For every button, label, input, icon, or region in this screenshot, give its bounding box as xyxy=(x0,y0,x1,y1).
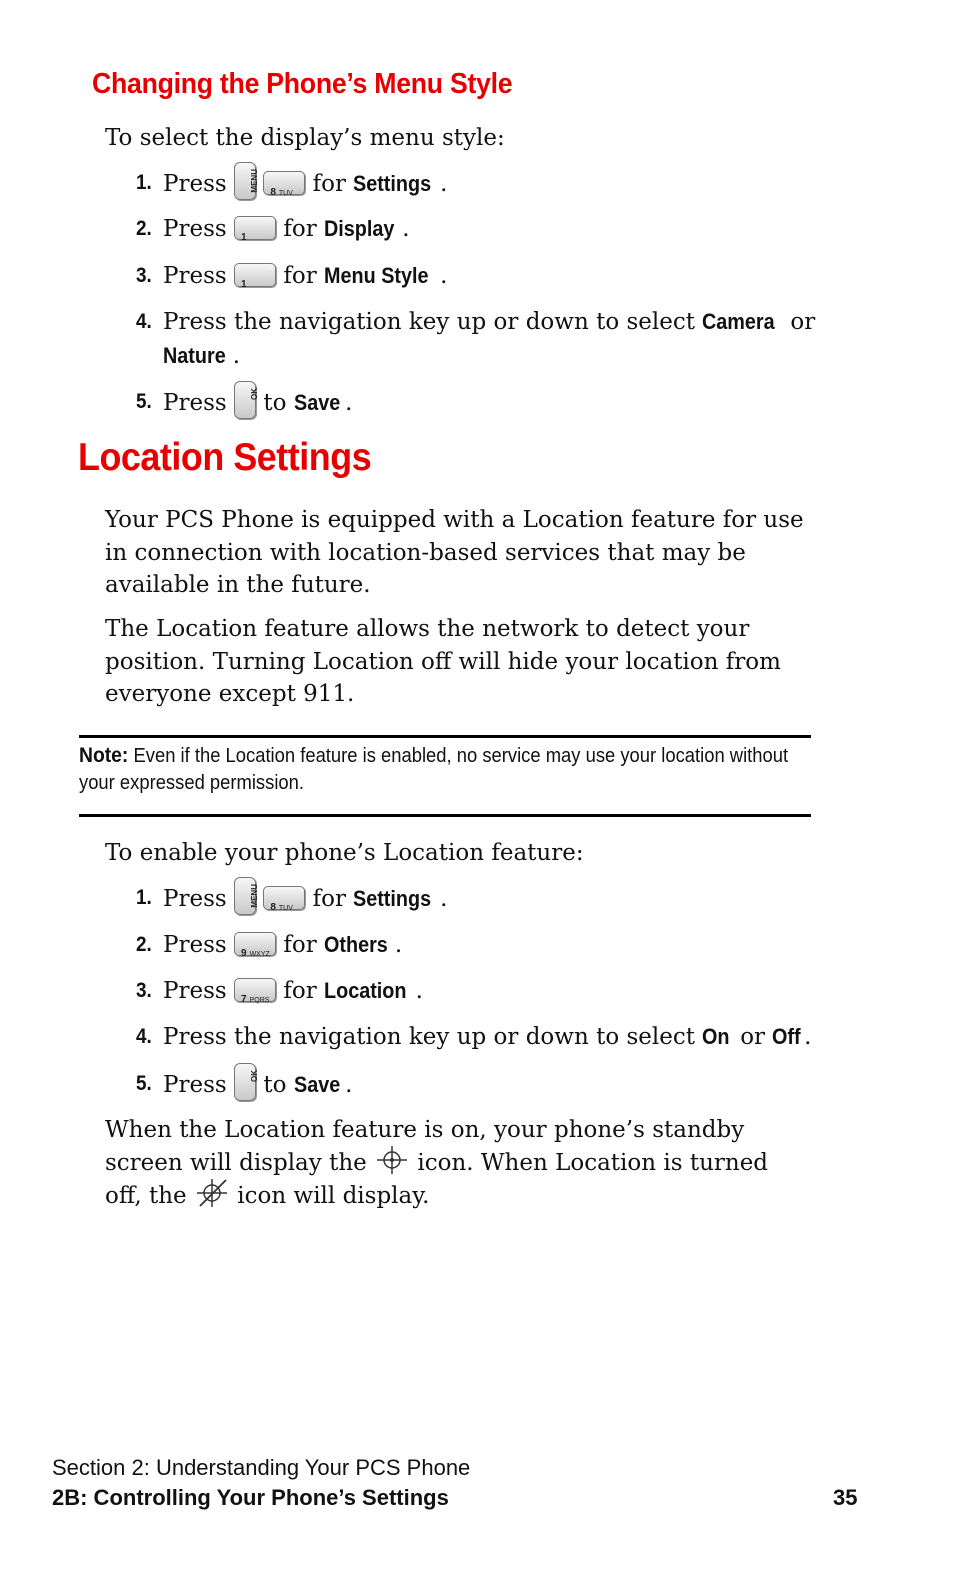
location-step-2: 2. Press 9 WXYZ for Others . xyxy=(136,932,403,959)
ok-key-icon: OK xyxy=(234,381,256,419)
location-step-5: 5. Press OK to Save . xyxy=(136,1067,816,1105)
location-step-1: 1. Press MENU 8 TUV for Settings . xyxy=(136,881,816,919)
location-closing-paragraph: When the Location feature is on, your phone’s standby screen will display the icon. When Location is turned off, the icon will display. xyxy=(105,1117,769,1209)
menu-style-step-3: 3. Press 1 for Menu Style . xyxy=(136,263,448,290)
key-1-icon: 1 xyxy=(234,216,276,240)
location-para-1: Your PCS Phone is equipped with a Location feature for use in connection with location-based services that may be available in the future. xyxy=(105,507,804,598)
key-9-wxyz-icon: 9 WXYZ xyxy=(234,932,276,956)
note-bottom-rule xyxy=(79,814,811,817)
location-para-2: The Location feature allows the network to detect your position. Turning Location off will hide your location from everyone except 911. xyxy=(105,616,781,707)
menu-style-step-1: 1. Press MENU 8 TUV for Settings . xyxy=(136,166,816,204)
section-heading-menu-style: Changing the Phone’s Menu Style xyxy=(92,68,513,100)
page-number: 35 xyxy=(833,1485,858,1510)
key-1-icon: 1 xyxy=(234,263,276,287)
menu-style-step-5: 5. Press OK to Save . xyxy=(136,385,816,423)
location-step-3: 3. Press 7 PQRS for Location . xyxy=(136,978,423,1005)
menu-style-step-4: 4. Press the navigation key up or down to select Camera or Nature . xyxy=(136,309,816,369)
ok-key-icon: OK xyxy=(234,1063,256,1101)
menu-key-icon: MENU xyxy=(234,877,256,915)
key-8-tuv-icon: 8 TUV xyxy=(263,886,305,910)
footer-chapter-title: 2B: Controlling Your Phone’s Settings xyxy=(52,1485,449,1510)
note-box xyxy=(79,742,806,797)
location-off-icon xyxy=(194,1177,230,1209)
location-intro: To enable your phone’s Location feature: xyxy=(105,840,584,866)
key-8-tuv-icon: 8 TUV xyxy=(263,171,305,195)
location-step-4: 4. Press the navigation key up or down to select On or Off . xyxy=(136,1024,812,1050)
note-text: Even if the Location feature is enabled, no service may use your location without your expressed permission. xyxy=(79,745,789,794)
section-heading-location: Location Settings xyxy=(78,436,372,479)
menu-style-step-2: 2. Press 1 for Display . xyxy=(136,216,410,243)
footer-section-title: Section 2: Understanding Your PCS Phone xyxy=(52,1455,471,1480)
location-on-icon xyxy=(374,1144,410,1176)
key-7-pqrs-icon: 7 PQRS xyxy=(234,978,276,1002)
menu-style-intro: To select the display’s menu style: xyxy=(105,125,505,151)
note-top-rule xyxy=(79,735,811,738)
menu-key-icon: MENU xyxy=(234,162,256,200)
note-label: Note: xyxy=(79,744,129,767)
